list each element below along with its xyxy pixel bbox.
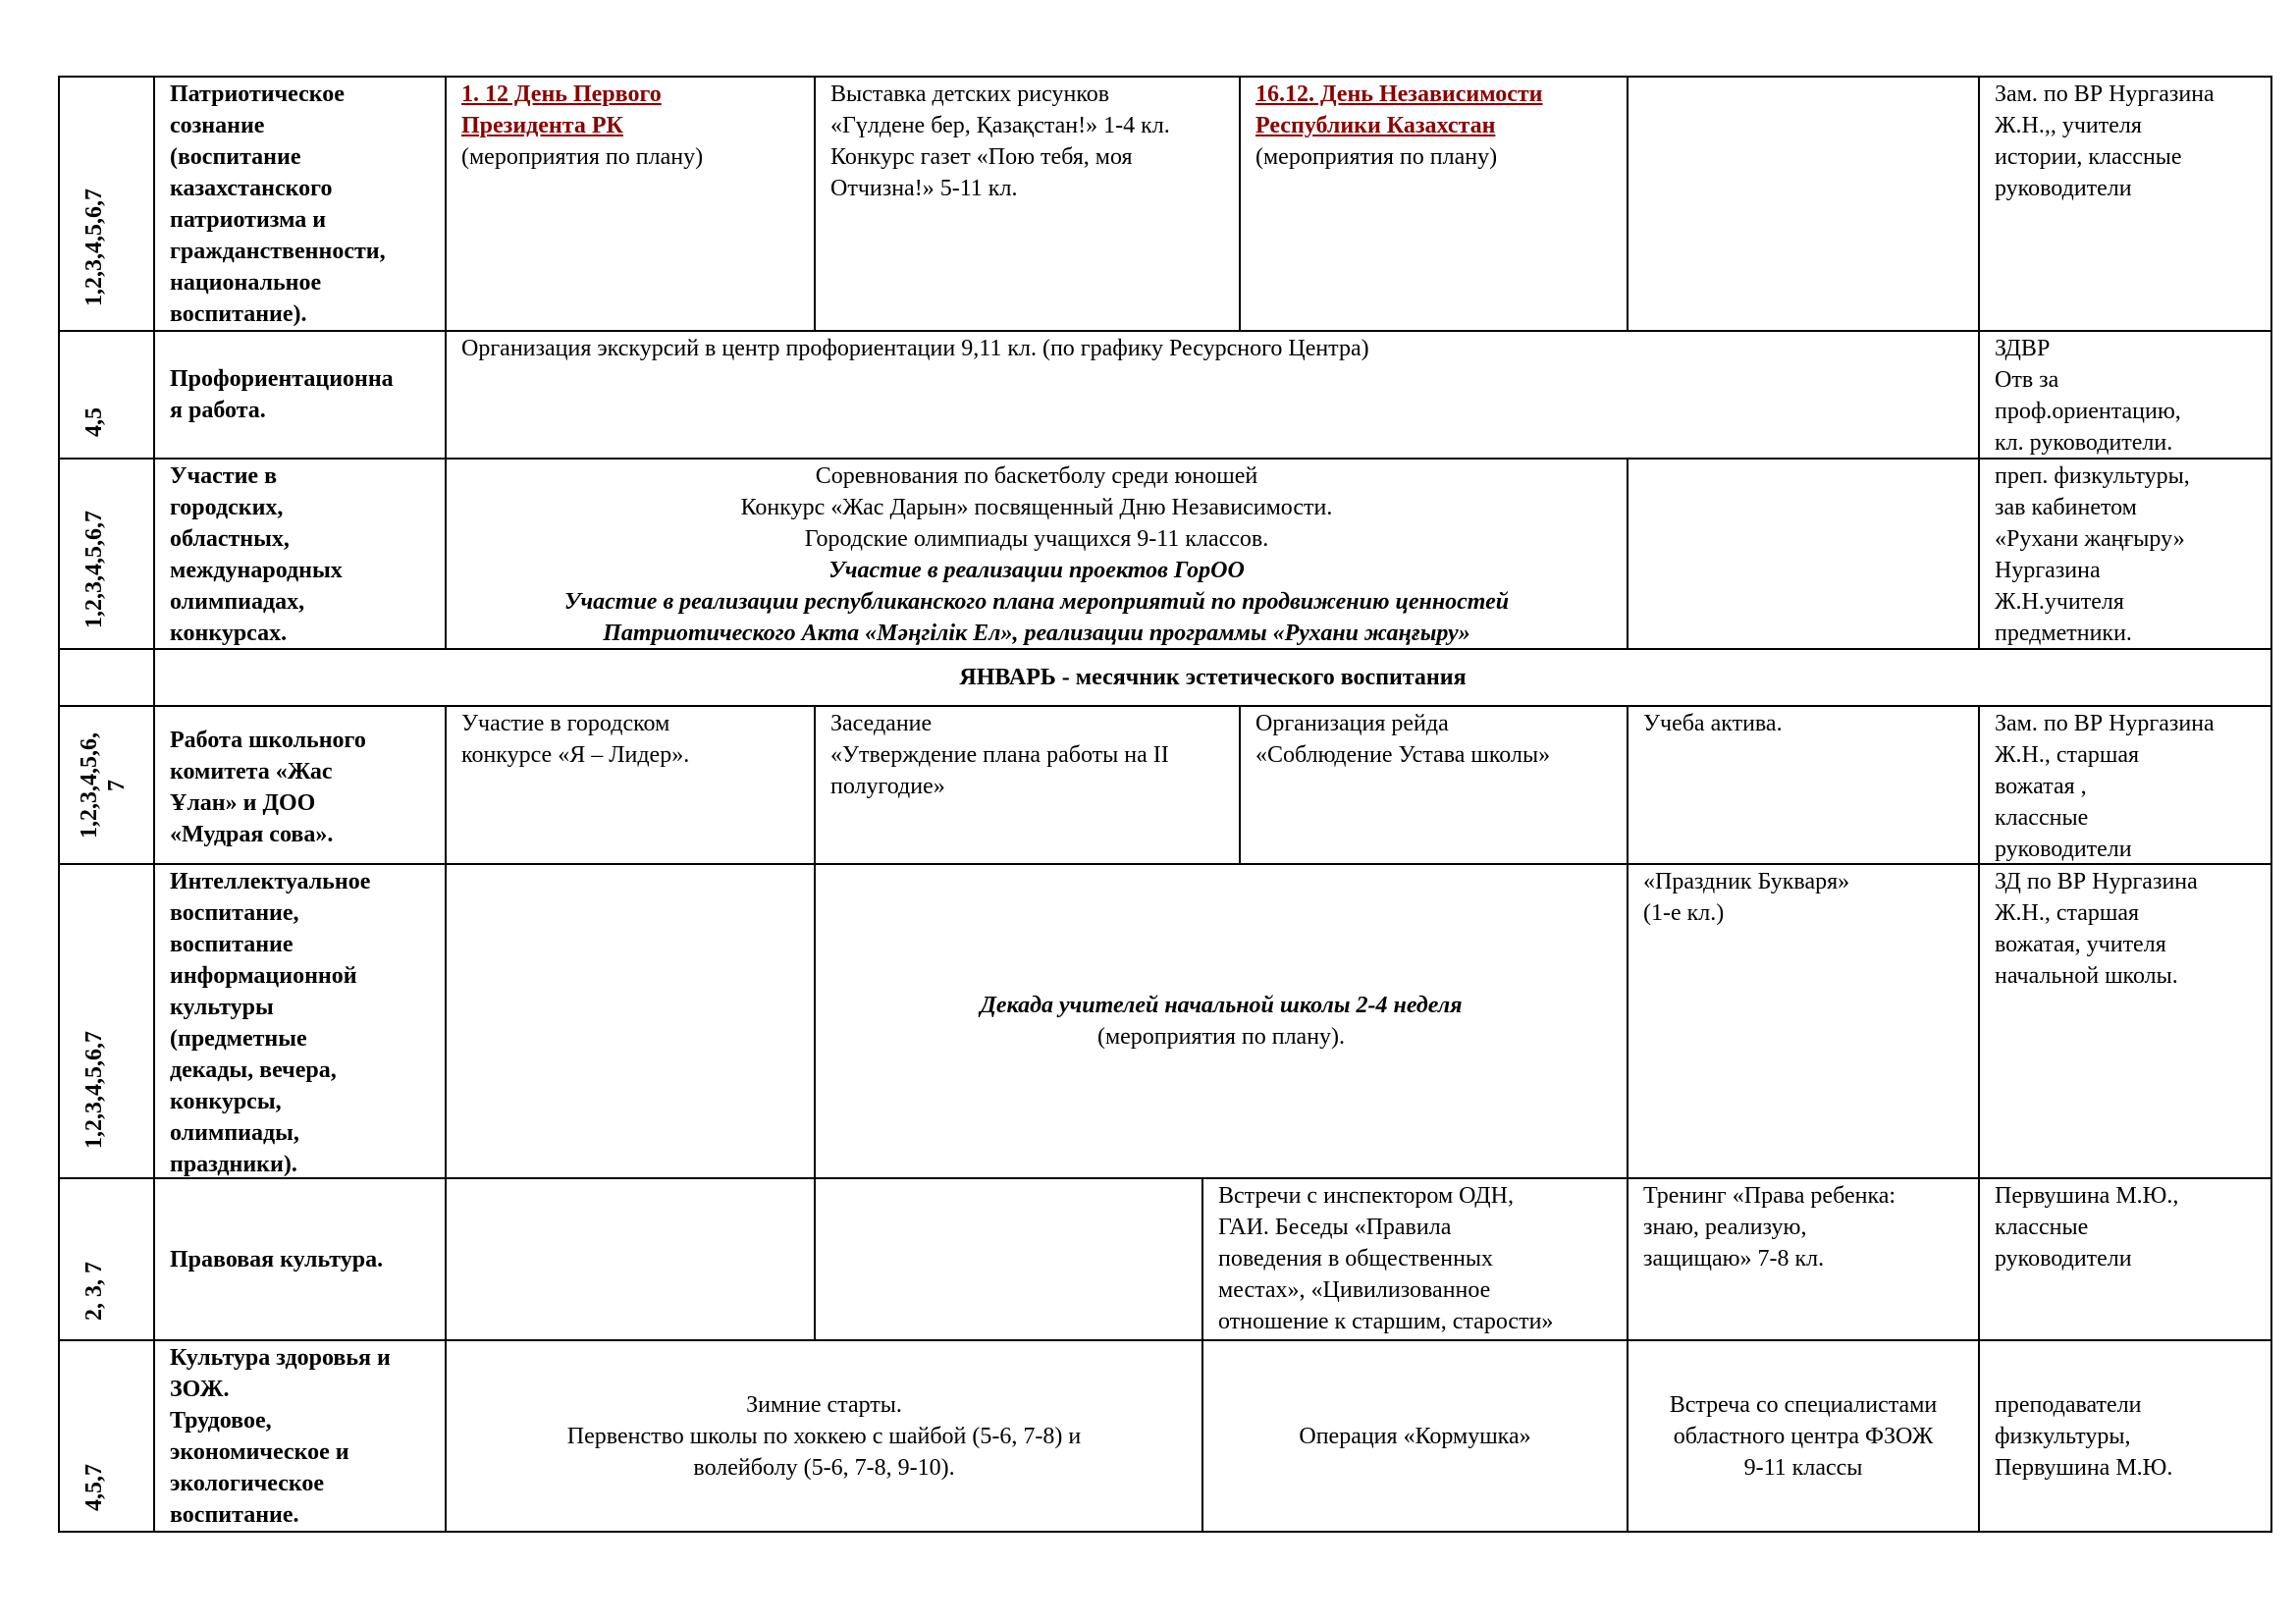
responsible-cell xyxy=(1981,79,2269,204)
event-cell xyxy=(817,79,1238,204)
event-merged-cell xyxy=(817,866,1626,1176)
event-text: Встреча со специалистами xyxy=(1669,1391,1938,1418)
responsible-line: предметники. xyxy=(1995,621,2132,646)
responsible-line: Отв за xyxy=(1995,367,2059,393)
direction-line: казахстанского xyxy=(170,176,333,201)
responsible-line: Ж.Н.учителя xyxy=(1995,589,2124,615)
event-merged-cell xyxy=(448,460,1626,649)
direction-line: Патриотическое xyxy=(170,81,345,107)
direction-line: сознание xyxy=(170,113,265,138)
responsible-line: руководители xyxy=(1995,1246,2132,1272)
direction-line: экологическое xyxy=(170,1471,325,1496)
direction-line: Работа школьного xyxy=(170,728,366,753)
event-cell xyxy=(448,708,813,771)
responsible-line: начальной школы. xyxy=(1995,963,2178,989)
responsible-line: Зам. по ВР Нургазина xyxy=(1995,81,2215,107)
responsible-line: Ж.Н., старшая xyxy=(1995,742,2140,768)
row-numbers: 1,2,3,4,5,6,7 xyxy=(81,189,107,306)
direction-line: (предметные xyxy=(170,1026,307,1052)
event-text: Выставка детских рисунков xyxy=(830,81,1110,107)
direction-cell xyxy=(156,1342,444,1531)
event-text: защищаю» 7-8 кл. xyxy=(1643,1246,1825,1272)
event-text: 9-11 классы xyxy=(1743,1454,1863,1481)
event-text: «Гүлдене бер, Қазақстан!» 1-4 кл. xyxy=(830,113,1170,138)
event-text: Конкурс «Жас Дарын» посвященный Дню Независимости. xyxy=(740,495,1333,520)
direction-line: воспитание). xyxy=(170,301,307,327)
event-cell xyxy=(448,79,813,173)
event-text: Отчизна!» 5-11 кл. xyxy=(830,176,1018,201)
responsible-line: Нургазина xyxy=(1995,558,2101,583)
direction-line: международных xyxy=(170,558,343,583)
responsible-line: вожатая , xyxy=(1995,774,2087,799)
direction-cell xyxy=(156,1180,444,1338)
responsible-line: вожатая, учителя xyxy=(1995,932,2166,957)
event-text: полугодие» xyxy=(830,774,945,799)
event-merged-cell xyxy=(448,333,1977,364)
row-numbers: 2, 3, 7 xyxy=(81,1262,107,1321)
direction-cell xyxy=(156,725,444,850)
direction-line: праздники). xyxy=(170,1152,297,1177)
event-cell xyxy=(1629,708,1977,739)
event-text: (мероприятия по плану) xyxy=(1255,144,1498,170)
responsible-line: Первушина М.Ю. xyxy=(1995,1454,2173,1481)
event-text: поведения в общественных xyxy=(1218,1246,1494,1272)
responsible-line: ЗД по ВР Нургазина xyxy=(1995,869,2198,894)
direction-line: Правовая культура. xyxy=(170,1246,384,1272)
event-text: Организация рейда xyxy=(1255,711,1449,736)
direction-line: патриотизма и xyxy=(170,207,327,233)
month-header-text: ЯНВАРЬ - месячник эстетического воспитания xyxy=(959,665,1467,690)
direction-line: национальное xyxy=(170,270,322,296)
direction-line: гражданственности, xyxy=(170,239,386,264)
event-text: Соревнования по баскетболу среди юношей xyxy=(815,463,1258,489)
event-emphasis: Участие в реализации проектов ГорОО xyxy=(828,558,1245,583)
responsible-line: «Рухани жаңғыру» xyxy=(1995,526,2185,552)
direction-line: Интеллектуальное xyxy=(170,869,371,894)
responsible-cell xyxy=(1981,1180,2269,1274)
direction-line: экономическое и xyxy=(170,1439,349,1465)
responsible-line: зав кабинетом xyxy=(1995,495,2137,520)
direction-line: комитета «Жас xyxy=(170,759,333,785)
direction-line: олимпиадах, xyxy=(170,589,305,615)
month-header xyxy=(156,651,2269,704)
event-cell xyxy=(1629,1180,1977,1274)
responsible-cell xyxy=(1981,1342,2269,1530)
event-text: (мероприятия по плану). xyxy=(1096,1024,1346,1050)
responsible-line: Ж.Н.,, учителя xyxy=(1995,113,2142,138)
direction-line: областных, xyxy=(170,526,290,552)
responsible-line: преп. физкультуры, xyxy=(1995,463,2190,489)
event-text: знаю, реализую, xyxy=(1643,1215,1807,1240)
event-text: Зимние старты. xyxy=(746,1391,902,1418)
responsible-line: классные xyxy=(1995,1215,2089,1240)
event-text: Встречи с инспектором ОДН, xyxy=(1218,1183,1514,1209)
event-text: областного центра ФЗОЖ xyxy=(1673,1423,1934,1449)
event-text: (мероприятия по плану) xyxy=(461,144,704,170)
direction-line: «Мудрая сова». xyxy=(170,822,334,847)
event-text: Организация экскурсий в центр профориентации 9,11 кл. (по графику Ресурсного Центра) xyxy=(461,336,1369,361)
event-text: Учеба актива. xyxy=(1643,711,1783,736)
responsible-line: Ж.Н., старшая xyxy=(1995,900,2140,926)
event-text: отношение к старшим, старости» xyxy=(1218,1309,1554,1334)
direction-cell xyxy=(156,866,444,1180)
direction-line: Ұлан» и ДОО xyxy=(170,790,316,816)
responsible-cell xyxy=(1981,708,2269,865)
event-text: Заседание xyxy=(830,711,933,736)
responsible-line: ЗДВР xyxy=(1995,336,2051,361)
direction-line: конкурсы, xyxy=(170,1089,282,1114)
event-text: Городские олимпиады учащихся 9-11 классов. xyxy=(804,526,1269,552)
direction-line: воспитание, xyxy=(170,900,299,926)
direction-line: воспитание xyxy=(170,932,294,957)
row-numbers: 1,2,3,4,5,6, 7 xyxy=(77,732,130,839)
event-emphasis: Участие в реализации республиканского плана мероприятий по продвижению ценностей xyxy=(563,589,1510,615)
row-numbers: 4,5 xyxy=(81,407,107,437)
direction-line: Участие в xyxy=(170,463,278,489)
event-text: Участие в городском xyxy=(461,711,670,736)
event-text: Конкурс газет «Пою тебя, моя xyxy=(830,144,1133,170)
event-text: Тренинг «Права ребенка: xyxy=(1643,1183,1896,1209)
responsible-line: Зам. по ВР Нургазина xyxy=(1995,711,2215,736)
event-merged-cell xyxy=(448,1342,1201,1530)
event-text: Операция «Кормушка» xyxy=(1299,1423,1531,1449)
responsible-line: руководители xyxy=(1995,837,2132,862)
responsible-cell xyxy=(1981,866,2269,992)
responsible-line: проф.ориентацию, xyxy=(1995,399,2181,424)
event-text: местах», «Цивилизованное xyxy=(1218,1277,1491,1303)
event-text: (1-е кл.) xyxy=(1643,900,1725,926)
holiday-title: Республики Казахстан xyxy=(1255,113,1496,138)
responsible-line: классные xyxy=(1995,805,2089,831)
direction-line: Профориентационна xyxy=(170,366,394,392)
direction-line: я работа. xyxy=(170,398,266,423)
event-cell xyxy=(1629,866,1977,929)
holiday-title: 16.12. День Независимости xyxy=(1255,81,1543,107)
event-cell xyxy=(1204,1180,1626,1337)
event-text: конкурсе «Я – Лидер». xyxy=(461,742,690,768)
direction-line: Культура здоровья и xyxy=(170,1345,391,1371)
direction-line: декады, вечера, xyxy=(170,1057,337,1083)
responsible-line: преподаватели xyxy=(1995,1391,2142,1418)
event-text: Первенство школы по хоккею с шайбой (5-6, 7-8) и xyxy=(566,1423,1082,1449)
event-cell xyxy=(1242,708,1626,771)
direction-line: культуры xyxy=(170,995,274,1020)
direction-line: Трудовое, xyxy=(170,1408,272,1434)
event-text: «Утверждение плана работы на II xyxy=(830,742,1169,768)
row-numbers: 1,2,3,4,5,6,7 xyxy=(81,1031,107,1149)
event-cell xyxy=(1629,1342,1977,1530)
event-text: «Праздник Букваря» xyxy=(1643,869,1850,894)
direction-line: (воспитание xyxy=(170,144,301,170)
event-cell xyxy=(1242,79,1626,173)
direction-line: воспитание. xyxy=(170,1502,299,1528)
direction-cell xyxy=(156,79,444,330)
direction-cell xyxy=(156,460,444,649)
event-cell xyxy=(1204,1342,1626,1530)
direction-line: конкурсах. xyxy=(170,621,288,646)
responsible-cell xyxy=(1981,460,2269,649)
responsible-cell xyxy=(1981,333,2269,459)
direction-line: информационной xyxy=(170,963,357,989)
direction-line: олимпиады, xyxy=(170,1120,299,1146)
holiday-title: Президента РК xyxy=(461,113,623,138)
direction-line: ЗОЖ. xyxy=(170,1377,230,1402)
event-text: «Соблюдение Устава школы» xyxy=(1255,742,1551,768)
responsible-line: Первушина М.Ю., xyxy=(1995,1183,2179,1209)
row-numbers: 4,5,7 xyxy=(81,1464,107,1511)
event-emphasis: Патриотического Акта «Мәңгілік Ел», реализации программы «Рухани жаңғыру» xyxy=(603,621,1470,646)
event-text: волейболу (5-6, 7-8, 9-10). xyxy=(693,1454,955,1481)
responsible-line: физкультуры, xyxy=(1995,1423,2131,1449)
row-numbers: 1,2,3,4,5,6,7 xyxy=(81,511,107,628)
responsible-line: истории, классные xyxy=(1995,144,2182,170)
holiday-title: 1. 12 День Первого xyxy=(461,81,662,107)
direction-line: городских, xyxy=(170,495,284,520)
responsible-line: кл. руководители. xyxy=(1995,430,2173,456)
responsible-line: руководители xyxy=(1995,176,2132,201)
event-cell xyxy=(817,708,1238,802)
event-text: ГАИ. Беседы «Правила xyxy=(1218,1215,1452,1240)
direction-cell xyxy=(156,363,444,426)
event-emphasis: Декада учителей начальной школы 2-4 неделя xyxy=(980,993,1463,1018)
